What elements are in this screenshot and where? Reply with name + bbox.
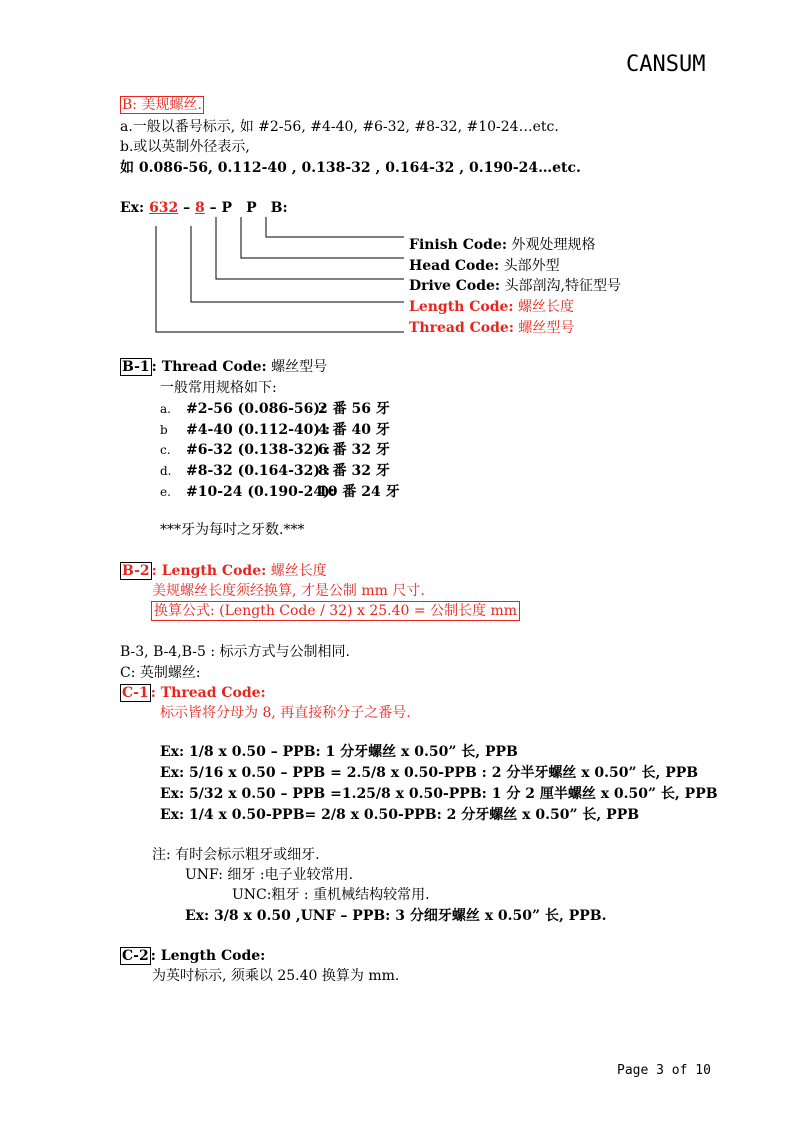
b345-line: B-3, B-4,B-5 : 标示方式与公制相同. [120, 644, 350, 660]
section-c-title: C: 英制螺丝: [120, 665, 201, 681]
c2-heading-text: : Length Code: [150, 948, 266, 964]
b1-item-spec: #4-40 (0.112-40) : [186, 422, 331, 438]
c1-unc: UNC:粗牙 : 重机械结构较常用. [232, 887, 430, 903]
c2-heading [120, 947, 265, 965]
thread-code-desc: 螺丝型号 [518, 320, 575, 336]
b1-item-letter: e. [160, 485, 171, 499]
page-number: Page 3 of 10 [617, 1063, 711, 1078]
drive-code-row [409, 277, 621, 295]
thread-code-label: Thread Code: [409, 320, 514, 336]
section-b-title-text: B: 美规螺丝. [122, 97, 202, 113]
b1-item-spec: #2-56 (0.086-56): [186, 401, 326, 417]
drive-code-label: Drive Code: [409, 278, 501, 294]
b1-note: ***牙为每吋之牙数.*** [160, 522, 305, 538]
b1-item-desc: 10 番 24 牙 [318, 484, 400, 500]
company-logo: CANSUM [626, 52, 706, 77]
c2-line1: 为英吋标示, 须乘以 25.40 换算为 mm. [152, 968, 400, 984]
c1-line1: 标示皆将分母为 8, 再直接称分子之番号. [160, 705, 411, 721]
example-dash-2: – [204, 200, 222, 216]
b1-item [160, 483, 400, 501]
c1-unf-example: Ex: 3/8 x 0.50 ,UNF – PPB: 3 分细牙螺丝 x 0.50” 长, PPB. [185, 908, 607, 924]
example-head-part: P [246, 200, 257, 216]
head-code-desc: 头部外型 [503, 258, 560, 274]
b1-item-spec: #8-32 (0.164-32) : [186, 463, 331, 479]
example-drive-part: P [221, 200, 233, 216]
b1-tag: B-1 [122, 359, 150, 375]
head-code-row [409, 257, 560, 275]
finish-code-connector [266, 217, 404, 237]
thread-code-row [409, 319, 574, 337]
b1-item-desc: 4 番 40 牙 [318, 422, 390, 438]
example-length-part: 8 [195, 200, 205, 216]
b2-line1: 美规螺丝长度须经换算, 才是公制 mm 尺寸. [152, 583, 425, 599]
c1-unf: UNF: 细牙 :电子业较常用. [185, 867, 354, 883]
b1-item-desc: 2 番 56 牙 [318, 401, 390, 417]
b1-item-letter: d. [160, 464, 172, 478]
b2-formula: 换算公式: (Length Code / 32) x 25.40 = 公制长度 mm [151, 601, 520, 621]
c1-note: 注: 有时会标示粗牙或细牙. [152, 847, 320, 863]
b1-item [160, 462, 390, 480]
drive-code-desc: 头部剖沟,特征型号 [504, 278, 622, 294]
b2-tag: B-2 [122, 563, 150, 579]
b1-intro: 一般常用规格如下: [160, 380, 277, 396]
b1-item [160, 421, 390, 439]
length-code-row [409, 298, 574, 316]
b2-heading-desc: 螺丝长度 [270, 563, 327, 579]
b1-item-spec: #10-24 (0.190-24): [186, 484, 335, 500]
b2-heading [120, 562, 327, 580]
finish-code-desc: 外观处理规格 [511, 237, 596, 253]
b1-item-letter: c. [160, 443, 171, 457]
b1-heading-text: : Thread Code: [151, 359, 267, 375]
c1-example: Ex: 5/16 x 0.50 – PPB = 2.5/8 x 0.50-PPB : 2 分半牙螺丝 x 0.50” 长, PPB [160, 765, 699, 781]
length-code-label: Length Code: [409, 299, 514, 315]
c1-example: Ex: 1/8 x 0.50 – PPB: 1 分牙螺丝 x 0.50” 长, PPB [160, 744, 518, 760]
b1-item [160, 441, 390, 459]
section-b-line-b: b.或以英制外径表示, [120, 139, 250, 155]
head-code-label: Head Code: [409, 258, 500, 274]
c1-tag: C-1 [122, 685, 149, 701]
c1-example: Ex: 1/4 x 0.50-PPB= 2/8 x 0.50-PPB: 2 分牙螺丝 x 0.50” 长, PPB [160, 807, 640, 823]
b2-formula-wrap [151, 602, 520, 620]
c2-tag: C-2 [122, 948, 149, 964]
b2-heading-text: : Length Code: [151, 563, 267, 579]
length-code-desc: 螺丝长度 [518, 299, 575, 315]
b1-heading-desc: 螺丝型号 [271, 359, 328, 375]
example-thread-part: 632 [149, 200, 179, 216]
example-finish-part: B [270, 200, 283, 216]
example-dash-1: – [178, 200, 196, 216]
c1-heading-text: : Thread Code: [150, 685, 266, 701]
b1-item-desc: 8 番 32 牙 [318, 463, 390, 479]
finish-code-row [409, 236, 596, 254]
b1-item-desc: 6 番 32 牙 [318, 442, 390, 458]
b1-item-letter: a. [160, 402, 171, 416]
example-prefix: Ex: [120, 200, 150, 216]
b1-item [160, 400, 390, 418]
section-b-line-a: a.一般以番号标示, 如 #2-56, #4-40, #6-32, #8-32, #10-24…etc. [120, 119, 559, 135]
example-suffix: : [282, 200, 288, 216]
section-b-line-c: 如 0.086-56, 0.112-40 , 0.138-32 , 0.164-32 , 0.190-24…etc. [120, 160, 581, 176]
finish-code-label: Finish Code: [409, 237, 508, 253]
drive-code-connector [216, 217, 404, 279]
c1-example: Ex: 5/32 x 0.50 – PPB =1.25/8 x 0.50-PPB: 1 分 2 厘半螺丝 x 0.50” 长, PPB [160, 786, 718, 802]
b1-heading [120, 358, 327, 376]
b1-item-letter: b [160, 423, 168, 437]
c1-heading [120, 684, 266, 702]
b1-item-spec: #6-32 (0.138-32) : [186, 442, 331, 458]
